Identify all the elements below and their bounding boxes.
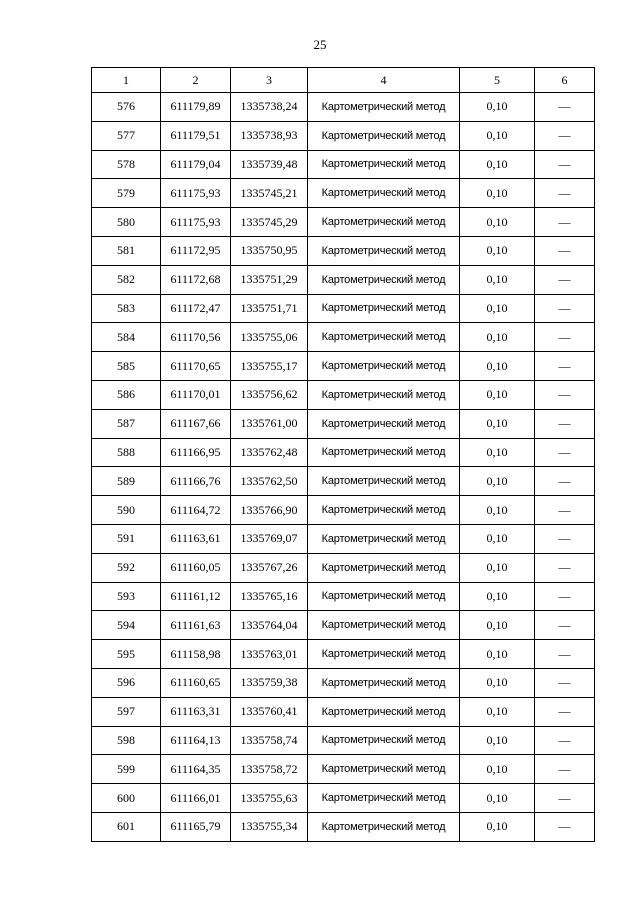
x-coordinate-cell: 611167,66 (161, 409, 231, 438)
x-coordinate-cell: 611163,61 (161, 524, 231, 553)
x-coordinate-cell: 611160,65 (161, 668, 231, 697)
accuracy-cell: 0,10 (460, 611, 535, 640)
note-cell: — (535, 726, 595, 755)
accuracy-cell: 0,10 (460, 755, 535, 784)
table-row (92, 352, 595, 381)
table-body (92, 93, 595, 842)
method-cell: Картометрический метод (308, 611, 460, 640)
method-cell: Картометрический метод (308, 467, 460, 496)
y-coordinate-cell: 1335758,74 (231, 726, 308, 755)
y-coordinate-cell: 1335758,72 (231, 755, 308, 784)
note-cell: — (535, 409, 595, 438)
header-cell-col4: 4 (308, 68, 460, 93)
point-number-cell: 580 (92, 208, 161, 237)
method-cell: Картометрический метод (308, 553, 460, 582)
y-coordinate-cell: 1335764,04 (231, 611, 308, 640)
point-number-cell: 601 (92, 812, 161, 841)
y-coordinate-cell: 1335751,71 (231, 294, 308, 323)
y-coordinate-cell: 1335762,48 (231, 438, 308, 467)
point-number-cell: 578 (92, 150, 161, 179)
point-number-cell: 579 (92, 179, 161, 208)
y-coordinate-cell: 1335738,24 (231, 93, 308, 122)
method-cell: Картометрический метод (308, 524, 460, 553)
table-row (92, 668, 595, 697)
method-cell: Картометрический метод (308, 640, 460, 669)
accuracy-cell: 0,10 (460, 640, 535, 669)
x-coordinate-cell: 611163,31 (161, 697, 231, 726)
method-cell: Картометрический метод (308, 265, 460, 294)
x-coordinate-cell: 611170,01 (161, 380, 231, 409)
table-row (92, 265, 595, 294)
accuracy-cell: 0,10 (460, 668, 535, 697)
x-coordinate-cell: 611164,35 (161, 755, 231, 784)
table-row (92, 697, 595, 726)
note-cell: — (535, 640, 595, 669)
accuracy-cell: 0,10 (460, 265, 535, 294)
point-number-cell: 587 (92, 409, 161, 438)
y-coordinate-cell: 1335766,90 (231, 496, 308, 525)
accuracy-cell: 0,10 (460, 121, 535, 150)
accuracy-cell: 0,10 (460, 524, 535, 553)
point-number-cell: 593 (92, 582, 161, 611)
table-row (92, 784, 595, 813)
table-row (92, 812, 595, 841)
method-cell: Картометрический метод (308, 784, 460, 813)
table-row (92, 640, 595, 669)
method-cell: Картометрический метод (308, 93, 460, 122)
method-cell: Картометрический метод (308, 409, 460, 438)
note-cell: — (535, 582, 595, 611)
method-cell: Картометрический метод (308, 812, 460, 841)
y-coordinate-cell: 1335767,26 (231, 553, 308, 582)
accuracy-cell: 0,10 (460, 208, 535, 237)
method-cell: Картометрический метод (308, 150, 460, 179)
point-number-cell: 590 (92, 496, 161, 525)
x-coordinate-cell: 611175,93 (161, 179, 231, 208)
x-coordinate-cell: 611172,47 (161, 294, 231, 323)
method-cell: Картометрический метод (308, 438, 460, 467)
x-coordinate-cell: 611170,65 (161, 352, 231, 381)
table-row (92, 755, 595, 784)
accuracy-cell: 0,10 (460, 582, 535, 611)
point-number-cell: 584 (92, 323, 161, 352)
accuracy-cell: 0,10 (460, 236, 535, 265)
method-cell: Картометрический метод (308, 352, 460, 381)
coordinates-table (91, 67, 595, 842)
y-coordinate-cell: 1335761,00 (231, 409, 308, 438)
method-cell: Картометрический метод (308, 380, 460, 409)
method-cell: Картометрический метод (308, 323, 460, 352)
x-coordinate-cell: 611158,98 (161, 640, 231, 669)
accuracy-cell: 0,10 (460, 496, 535, 525)
accuracy-cell: 0,10 (460, 553, 535, 582)
point-number-cell: 588 (92, 438, 161, 467)
point-number-cell: 576 (92, 93, 161, 122)
table-header (92, 68, 595, 93)
point-number-cell: 589 (92, 467, 161, 496)
table-row (92, 524, 595, 553)
note-cell: — (535, 294, 595, 323)
note-cell: — (535, 553, 595, 582)
note-cell: — (535, 812, 595, 841)
method-cell: Картометрический метод (308, 208, 460, 237)
table-row (92, 294, 595, 323)
note-cell: — (535, 755, 595, 784)
accuracy-cell: 0,10 (460, 409, 535, 438)
method-cell: Картометрический метод (308, 121, 460, 150)
x-coordinate-cell: 611172,95 (161, 236, 231, 265)
point-number-cell: 592 (92, 553, 161, 582)
table-row (92, 208, 595, 237)
accuracy-cell: 0,10 (460, 438, 535, 467)
table-row (92, 611, 595, 640)
note-cell: — (535, 380, 595, 409)
table-row (92, 121, 595, 150)
table-row (92, 726, 595, 755)
table-row (92, 467, 595, 496)
y-coordinate-cell: 1335765,16 (231, 582, 308, 611)
y-coordinate-cell: 1335745,29 (231, 208, 308, 237)
y-coordinate-cell: 1335756,62 (231, 380, 308, 409)
note-cell: — (535, 352, 595, 381)
x-coordinate-cell: 611164,13 (161, 726, 231, 755)
x-coordinate-cell: 611160,05 (161, 553, 231, 582)
point-number-cell: 594 (92, 611, 161, 640)
table-row (92, 553, 595, 582)
table-row (92, 236, 595, 265)
y-coordinate-cell: 1335763,01 (231, 640, 308, 669)
table-row (92, 323, 595, 352)
note-cell: — (535, 121, 595, 150)
table-row (92, 93, 595, 122)
note-cell: — (535, 438, 595, 467)
y-coordinate-cell: 1335738,93 (231, 121, 308, 150)
method-cell: Картометрический метод (308, 726, 460, 755)
note-cell: — (535, 208, 595, 237)
method-cell: Картометрический метод (308, 294, 460, 323)
point-number-cell: 596 (92, 668, 161, 697)
point-number-cell: 585 (92, 352, 161, 381)
x-coordinate-cell: 611170,56 (161, 323, 231, 352)
note-cell: — (535, 323, 595, 352)
accuracy-cell: 0,10 (460, 784, 535, 813)
table-row (92, 438, 595, 467)
x-coordinate-cell: 611179,89 (161, 93, 231, 122)
table-row (92, 496, 595, 525)
method-cell: Картометрический метод (308, 582, 460, 611)
x-coordinate-cell: 611166,95 (161, 438, 231, 467)
accuracy-cell: 0,10 (460, 323, 535, 352)
note-cell: — (535, 236, 595, 265)
x-coordinate-cell: 611165,79 (161, 812, 231, 841)
y-coordinate-cell: 1335762,50 (231, 467, 308, 496)
header-cell-col6: 6 (535, 68, 595, 93)
y-coordinate-cell: 1335769,07 (231, 524, 308, 553)
point-number-cell: 581 (92, 236, 161, 265)
point-number-cell: 595 (92, 640, 161, 669)
point-number-cell: 577 (92, 121, 161, 150)
y-coordinate-cell: 1335750,95 (231, 236, 308, 265)
header-row (92, 68, 595, 93)
header-cell-col1: 1 (92, 68, 161, 93)
y-coordinate-cell: 1335755,34 (231, 812, 308, 841)
table-row (92, 150, 595, 179)
y-coordinate-cell: 1335739,48 (231, 150, 308, 179)
point-number-cell: 598 (92, 726, 161, 755)
note-cell: — (535, 496, 595, 525)
x-coordinate-cell: 611179,51 (161, 121, 231, 150)
point-number-cell: 599 (92, 755, 161, 784)
point-number-cell: 591 (92, 524, 161, 553)
table-row (92, 409, 595, 438)
page-number: 25 (313, 37, 327, 52)
note-cell: — (535, 668, 595, 697)
x-coordinate-cell: 611161,63 (161, 611, 231, 640)
note-cell: — (535, 784, 595, 813)
note-cell: — (535, 265, 595, 294)
x-coordinate-cell: 611161,12 (161, 582, 231, 611)
note-cell: — (535, 697, 595, 726)
accuracy-cell: 0,10 (460, 697, 535, 726)
y-coordinate-cell: 1335751,29 (231, 265, 308, 294)
method-cell: Картометрический метод (308, 236, 460, 265)
y-coordinate-cell: 1335755,17 (231, 352, 308, 381)
point-number-cell: 582 (92, 265, 161, 294)
method-cell: Картометрический метод (308, 179, 460, 208)
accuracy-cell: 0,10 (460, 812, 535, 841)
y-coordinate-cell: 1335760,41 (231, 697, 308, 726)
x-coordinate-cell: 611164,72 (161, 496, 231, 525)
y-coordinate-cell: 1335755,63 (231, 784, 308, 813)
table-row (92, 380, 595, 409)
point-number-cell: 586 (92, 380, 161, 409)
x-coordinate-cell: 611175,93 (161, 208, 231, 237)
note-cell: — (535, 524, 595, 553)
note-cell: — (535, 467, 595, 496)
method-cell: Картометрический метод (308, 755, 460, 784)
point-number-cell: 583 (92, 294, 161, 323)
accuracy-cell: 0,10 (460, 467, 535, 496)
accuracy-cell: 0,10 (460, 93, 535, 122)
accuracy-cell: 0,10 (460, 380, 535, 409)
y-coordinate-cell: 1335755,06 (231, 323, 308, 352)
note-cell: — (535, 93, 595, 122)
note-cell: — (535, 611, 595, 640)
x-coordinate-cell: 611166,01 (161, 784, 231, 813)
point-number-cell: 597 (92, 697, 161, 726)
note-cell: — (535, 179, 595, 208)
note-cell: — (535, 150, 595, 179)
x-coordinate-cell: 611179,04 (161, 150, 231, 179)
accuracy-cell: 0,10 (460, 352, 535, 381)
x-coordinate-cell: 611166,76 (161, 467, 231, 496)
y-coordinate-cell: 1335759,38 (231, 668, 308, 697)
header-cell-col2: 2 (161, 68, 231, 93)
accuracy-cell: 0,10 (460, 150, 535, 179)
table-row (92, 582, 595, 611)
header-cell-col3: 3 (231, 68, 308, 93)
accuracy-cell: 0,10 (460, 294, 535, 323)
method-cell: Картометрический метод (308, 496, 460, 525)
y-coordinate-cell: 1335745,21 (231, 179, 308, 208)
method-cell: Картометрический метод (308, 668, 460, 697)
header-cell-col5: 5 (460, 68, 535, 93)
x-coordinate-cell: 611172,68 (161, 265, 231, 294)
point-number-cell: 600 (92, 784, 161, 813)
accuracy-cell: 0,10 (460, 179, 535, 208)
accuracy-cell: 0,10 (460, 726, 535, 755)
table-row (92, 179, 595, 208)
method-cell: Картометрический метод (308, 697, 460, 726)
